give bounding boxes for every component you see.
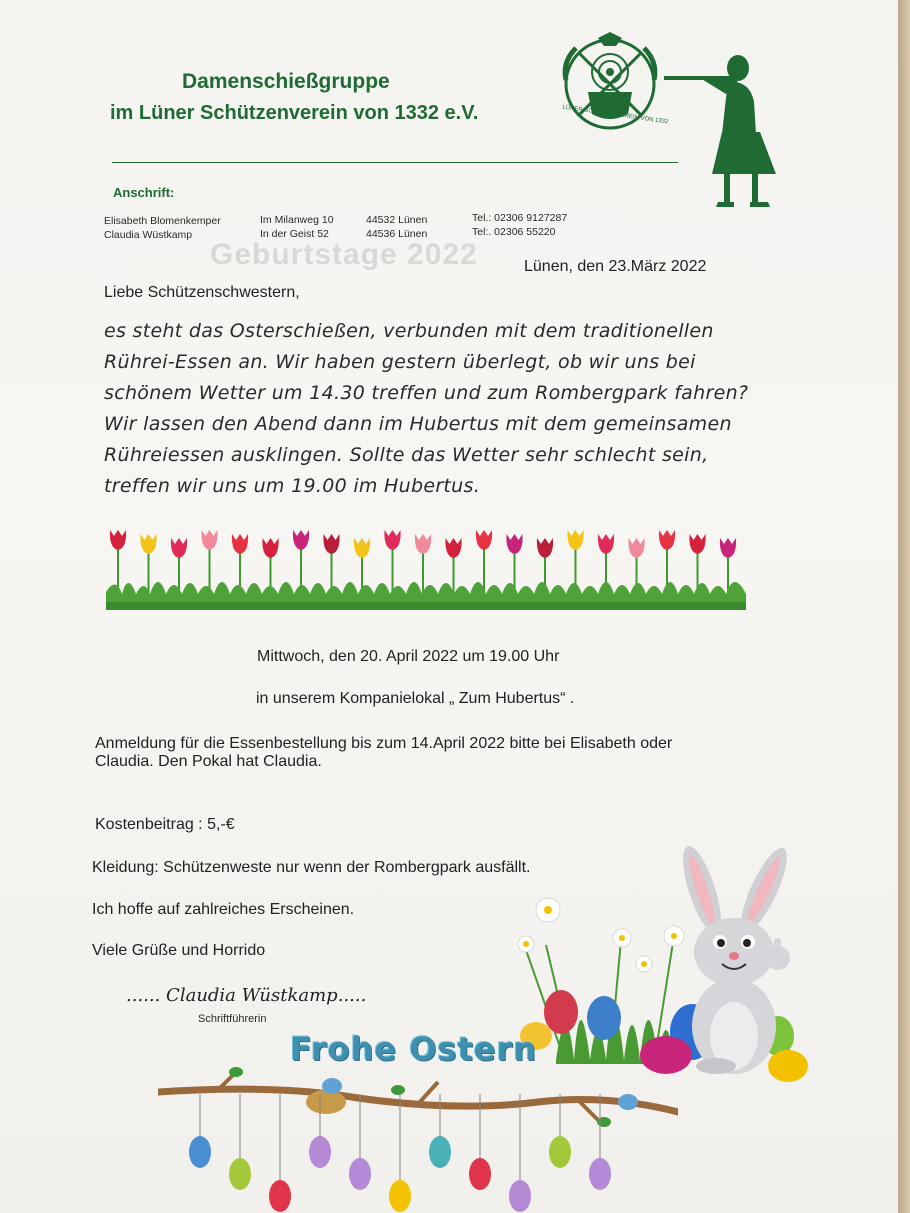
tulip-flower [537, 538, 553, 558]
tulip-flower [354, 538, 370, 558]
tulip-flower [689, 534, 705, 554]
tulip-flower [262, 538, 278, 558]
tulip-flower [628, 538, 644, 558]
hanging-egg [469, 1158, 491, 1190]
hanging-egg [269, 1180, 291, 1212]
easter-greeting: Frohe Ostern [290, 1030, 538, 1068]
hanging-egg [509, 1180, 531, 1212]
paper-edge [898, 0, 910, 1213]
tulip-flower [506, 534, 522, 554]
hand-line: treffen wir uns um 19.00 im Hubertus. [104, 475, 481, 497]
hanging-egg [389, 1180, 411, 1212]
hope-line: Ich hoffe auf zahlreiches Erscheinen. [92, 901, 355, 918]
tulip-flower [415, 534, 431, 554]
closing-line: Viele Grüße und Horrido [92, 942, 266, 959]
signature-role: Schriftführerin [198, 1013, 267, 1025]
seal-text: LÜNER SCHÜTZENVEREIN VON 1332 [562, 104, 669, 126]
hand-line: Rührei-Essen an. Wir haben gestern überlegt, ob wir uns bei [104, 351, 696, 373]
tulip-border-illustration [106, 520, 746, 612]
club-seal-logo [558, 32, 662, 142]
hand-line: Wir lassen den Abend dann im Hubertus mit dem gemeinsamen [104, 413, 732, 435]
shooter-woman-icon [664, 52, 782, 210]
hanging-egg [189, 1136, 211, 1168]
hanging-egg [349, 1158, 371, 1190]
tulip-flower [598, 534, 614, 554]
address-city-2: 44536 Lünen [366, 228, 428, 240]
easter-bunny-illustration [516, 840, 816, 1085]
address-phone-1: Tel.: 02306 9127287 [472, 212, 568, 224]
hanging-egg [429, 1136, 451, 1168]
tulip-flower [110, 530, 126, 550]
event-place: in unserem Kompanielokal „ Zum Hubertus“ . [256, 690, 575, 707]
clothing-info: Kleidung: Schützenweste nur wenn der Rombergpark ausfällt. [92, 859, 531, 876]
handwritten-paragraph [104, 316, 784, 502]
tulip-flower [567, 530, 583, 550]
letter-date: Lünen, den 23.März 2022 [524, 258, 707, 275]
header-divider [112, 162, 678, 163]
hand-line: schönem Wetter um 14.30 treffen und zum Rombergpark fahren? [104, 382, 749, 404]
tulip-flower [323, 534, 339, 554]
hanging-egg [589, 1158, 611, 1190]
address-street-2: In der Geist 52 [260, 228, 329, 240]
org-title: Damenschießgruppe [182, 70, 390, 93]
tulip-flower [720, 538, 736, 558]
address-phone-2: Tel:. 02306 55220 [472, 226, 556, 238]
hanging-egg [549, 1136, 571, 1168]
hand-line: Rühreiessen ausklingen. Sollte das Wetter sehr schlecht sein, [104, 444, 709, 466]
tulip-flower [171, 538, 187, 558]
tulip-flower [293, 530, 309, 550]
salutation: Liebe Schützenschwestern, [104, 284, 300, 301]
event-date: Mittwoch, den 20. April 2022 um 19.00 Uhr [257, 648, 560, 665]
tulip-flower [476, 530, 492, 550]
registration-line-1: Anmeldung für die Essenbestellung bis zum 14.April 2022 bitte bei Elisabeth oder [95, 735, 673, 752]
registration-line-2: Claudia. Den Pokal hat Claudia. [95, 753, 322, 770]
cost-info: Kostenbeitrag : 5,-€ [95, 816, 235, 833]
signature: ...... Claudia Wüstkamp..... [126, 985, 367, 1006]
tulip-flower [140, 534, 156, 554]
hand-line: es steht das Osterschießen, verbunden mit dem traditionellen [104, 320, 714, 342]
hanging-egg [309, 1136, 331, 1168]
address-city-1: 44532 Lünen [366, 214, 428, 226]
tulip-flower [384, 530, 400, 550]
org-subtitle: im Lüner Schützenverein von 1332 e.V. [110, 102, 479, 124]
easter-egg-branch-illustration [158, 1062, 678, 1212]
address-street-1: Im Milanweg 10 [260, 214, 334, 226]
hanging-egg [229, 1158, 251, 1190]
address-label: Anschrift: [113, 185, 175, 200]
tulip-flower [659, 530, 675, 550]
address-name-1: Elisabeth Blomenkemper [104, 215, 221, 227]
tulip-flower [201, 530, 217, 550]
showthrough-text: Geburtstage 2022 [210, 238, 478, 271]
tulip-flower [232, 534, 248, 554]
address-name-2: Claudia Wüstkamp [104, 229, 193, 241]
tulip-flower [445, 538, 461, 558]
